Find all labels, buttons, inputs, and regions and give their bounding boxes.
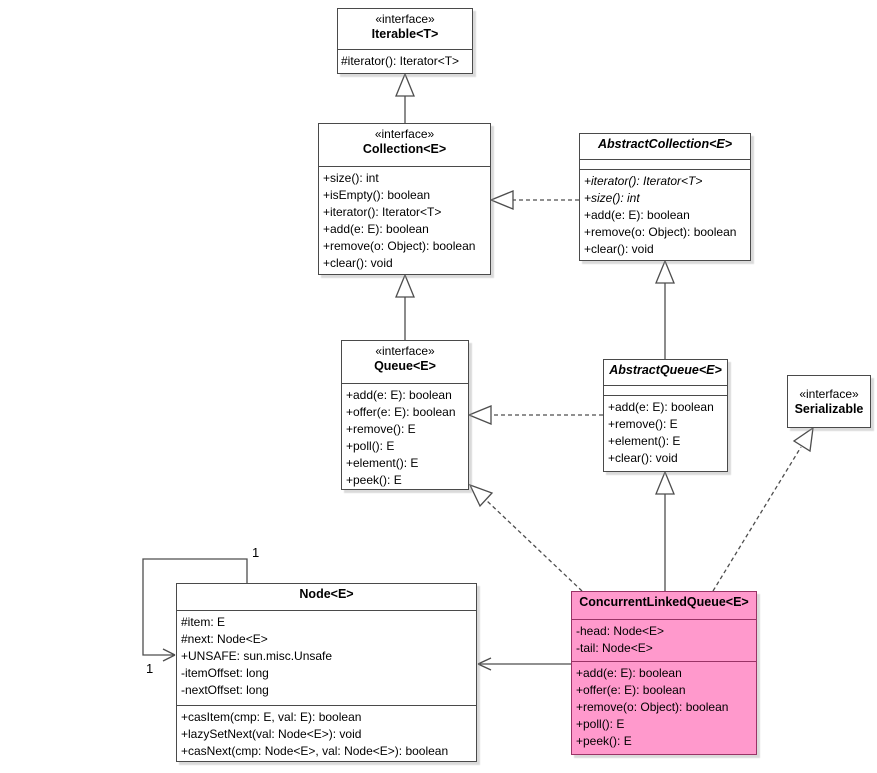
method-item: +lazySetNext(val: Node<E>): void (181, 727, 362, 741)
attribute-item: -head: Node<E> (576, 624, 665, 638)
attributes-compartment (572, 619, 756, 661)
attribute-item: -tail: Node<E> (576, 641, 653, 655)
class-title-abstract-queue (604, 360, 727, 385)
class-title-iterable (338, 9, 472, 49)
multiplicity-label-node-self-top: 1 (252, 545, 260, 560)
method-item: +remove(): E (608, 417, 678, 431)
class-title-abstract-collection (580, 134, 750, 159)
method-item: +clear(): void (608, 451, 678, 465)
attribute-item: -nextOffset: long (181, 683, 269, 697)
class-title-serializable (788, 376, 870, 427)
edge-clq-implements-serializable (713, 428, 813, 591)
methods-compartment (177, 705, 476, 763)
methods-compartment (580, 169, 750, 260)
class-title-concurrent-linked-queue (572, 592, 756, 619)
class-box-abstract-collection (579, 133, 751, 261)
method-item: +offer(e: E): boolean (576, 683, 686, 697)
method-item: +remove(o: Object): boolean (323, 239, 476, 253)
stereotype-label: «interface» (374, 127, 435, 141)
method-item: +size(): int (584, 191, 640, 205)
method-item: #iterator(): Iterator<T> (341, 54, 460, 68)
method-item: +casItem(cmp: E, val: E): boolean (181, 710, 362, 724)
attribute-item: +UNSAFE: sun.misc.Unsafe (181, 649, 333, 663)
class-box-iterable (337, 8, 473, 74)
method-item: +iterator(): Iterator<T> (323, 205, 442, 219)
class-name: Serializable (794, 401, 864, 416)
method-item: +add(e: E): boolean (576, 666, 682, 680)
class-title-queue (342, 341, 468, 383)
multiplicity-label-node-self-left: 1 (146, 661, 154, 676)
method-item: +element(): E (346, 456, 419, 470)
edge-collection-extends-iterable (396, 74, 414, 123)
methods-compartment (604, 395, 727, 471)
class-box-abstract-queue (603, 359, 728, 472)
class-name: ConcurrentLinkedQueue<E> (579, 595, 749, 609)
attributes-compartment-empty (580, 159, 750, 169)
class-box-node (176, 583, 477, 762)
class-title-node (177, 584, 476, 610)
methods-compartment (342, 383, 468, 491)
method-item: +remove(): E (346, 422, 416, 436)
method-item: +remove(o: Object): boolean (584, 225, 737, 239)
edge-clq-implements-queue (470, 485, 582, 591)
attribute-item: #item: E (181, 615, 226, 629)
methods-compartment (338, 49, 472, 75)
attributes-compartment-empty (604, 385, 727, 395)
method-item: +poll(): E (346, 439, 395, 453)
method-item: +element(): E (608, 434, 681, 448)
method-item: +remove(o: Object): boolean (576, 700, 729, 714)
stereotype-label: «interface» (375, 344, 435, 358)
method-item: +size(): int (323, 171, 379, 185)
class-box-collection (318, 123, 491, 275)
method-item: +add(e: E): boolean (608, 400, 714, 414)
method-item: +offer(e: E): boolean (346, 405, 456, 419)
method-item: +poll(): E (576, 717, 625, 731)
class-name: Iterable<T> (371, 27, 439, 41)
class-box-concurrent-linked-queue (571, 591, 757, 755)
class-box-queue (341, 340, 469, 490)
method-item: +peek(): E (576, 734, 632, 748)
method-item: +peek(): E (346, 473, 402, 487)
method-item: +iterator(): Iterator<T> (584, 174, 703, 188)
edge-abstractqueue-implements-queue (469, 406, 603, 424)
methods-compartment (572, 661, 756, 753)
class-box-serializable (787, 375, 871, 428)
method-item: +clear(): void (584, 242, 654, 256)
stereotype-label: «interface» (375, 12, 435, 26)
method-item: +add(e: E): boolean (584, 208, 690, 222)
method-item: +add(e: E): boolean (346, 388, 452, 402)
attribute-item: #next: Node<E> (181, 632, 268, 646)
class-title-collection (319, 124, 490, 166)
class-name: AbstractQueue<E> (609, 363, 722, 377)
method-item: +clear(): void (323, 256, 393, 270)
attributes-compartment (177, 610, 476, 705)
stereotype-label: «interface» (799, 386, 859, 401)
method-item: +casNext(cmp: Node<E>, val: Node<E>): boolean (181, 744, 449, 758)
edge-abstractqueue-extends-abstractcollection (656, 261, 674, 359)
class-name: Node<E> (299, 587, 354, 601)
edge-clq-association-node (478, 658, 571, 670)
class-name: Collection<E> (362, 142, 447, 156)
class-name: AbstractCollection<E> (597, 137, 733, 151)
edge-clq-extends-abstractqueue (656, 472, 674, 591)
edge-queue-extends-collection (396, 275, 414, 340)
methods-compartment (319, 166, 490, 276)
method-item: +isEmpty(): boolean (323, 188, 431, 202)
edge-abstractcollection-implements-collection (491, 191, 579, 209)
attribute-item: -itemOffset: long (181, 666, 269, 680)
method-item: +add(e: E): boolean (323, 222, 429, 236)
class-name: Queue<E> (374, 359, 436, 373)
